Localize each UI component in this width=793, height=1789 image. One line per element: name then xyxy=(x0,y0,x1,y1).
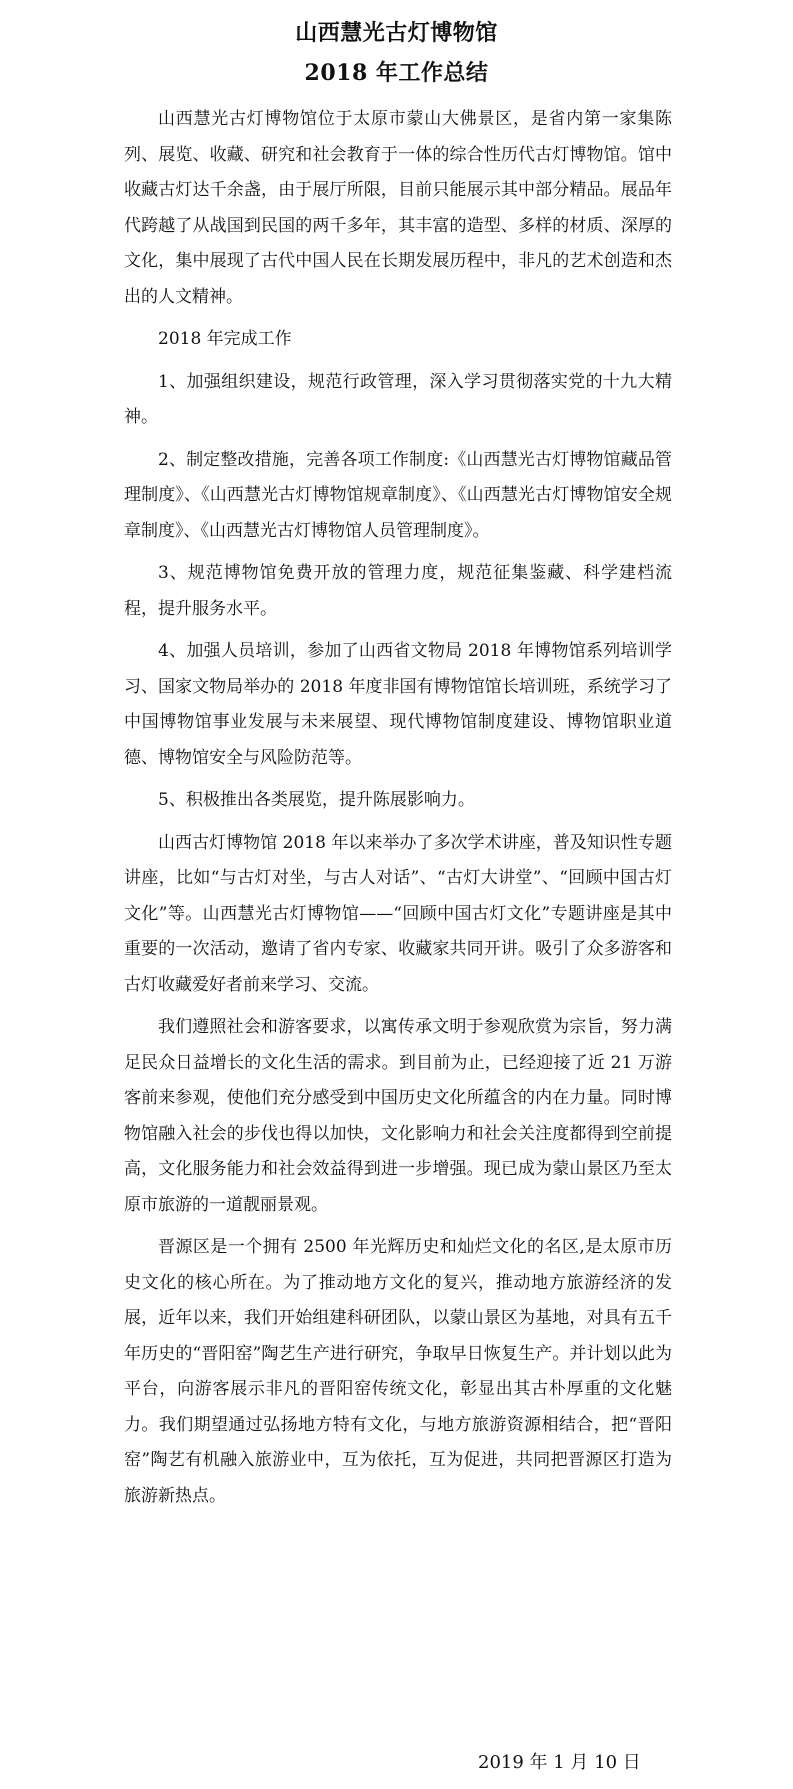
intro-paragraph: 山西慧光古灯博物馆位于太原市蒙山大佛景区，是省内第一家集陈列、展览、收藏、研究和社会教育于一体的综合性历代古灯博物馆。馆中收藏古灯达千余盏，由于展厅所限，目前只能展示其中部分精品。展品年代跨越了从战国到民国的两千多年，其丰富的造型、多样的材质、深厚的文化，集中展现了古代中国人民在长期发展历程中，非凡的艺术创造和杰出的人文精神。 xyxy=(124,109,672,307)
work-item-1: 1、加强组织建设，规范行政管理，深入学习贯彻落实党的十九大精神。 xyxy=(124,371,672,427)
lectures-paragraph: 山西古灯博物馆 2018 年以来举办了多次学术讲座，普及知识性专题讲座，比如“与古灯对坐，与古人对话”、“古灯大讲堂”、“回顾中国古灯文化”等。山西慧光古灯博物馆——“回顾中国古灯文化”专题讲座是其中重要的一次活动，邀请了省内专家、收藏家共同开讲。吸引了众多游客和古灯收藏爱好者前来学习、交流。 xyxy=(124,832,672,995)
document-date: 2019 年 1 月 10 日 xyxy=(478,1752,641,1773)
visitors-paragraph: 我们遵照社会和游客要求，以寓传承文明于参观欣赏为宗旨，努力满足民众日益增长的文化生活的需求。到目前为止，已经迎接了近 21 万游客前来参观，使他们充分感受到中国历史文化所蕴含的内在力量。同时博物馆融入社会的步伐也得以加快，文化影响力和社会关注度都得到空前提高，文化服务能力和社会效益得到进一步增强。现已成为蒙山景区乃至太原市旅游的一道靓丽景观。 xyxy=(124,1017,672,1215)
work-item-4: 4、加强人员培训，参加了山西省文物局 2018 年博物馆系列培训学习、国家文物局举办的 2018 年度非国有博物馆馆长培训班，系统学习了中国博物馆事业发展与未来展望、现代博物馆制度建设、博物馆职业道德、博物馆安全与风险防范等。 xyxy=(124,641,672,768)
document-body xyxy=(124,102,672,1521)
work-item-3: 3、规范博物馆免费开放的管理力度，规范征集鉴藏、科学建档流程，提升服务水平。 xyxy=(124,563,672,619)
work-item-2: 2、制定整改措施，完善各项工作制度:《山西慧光古灯博物馆藏品管理制度》、《山西慧光古灯博物馆规章制度》、《山西慧光古灯博物馆安全规章制度》、《山西慧光古灯博物馆人员管理制度》。 xyxy=(124,449,672,541)
section-heading: 2018 年完成工作 xyxy=(158,329,292,349)
jinyuan-paragraph: 晋源区是一个拥有 2500 年光辉历史和灿烂文化的名区,是太原市历史文化的核心所在。为了推动地方文化的复兴，推动地方旅游经济的发展，近年以来，我们开始组建科研团队，以蒙山景区为基地，对具有五千年历史的“晋阳窑”陶艺生产进行研究，争取早日恢复生产。并计划以此为平台，向游客展示非凡的晋阳窑传统文化，彰显出其古朴厚重的文化魅力。我们期望通过弘扬地方特有文化，与地方旅游资源相结合，把“晋阳窑”陶艺有机融入旅游业中，互为依托，互为促进，共同把晋源区打造为旅游新热点。 xyxy=(124,1237,672,1506)
work-item-5: 5、积极推出各类展览，提升陈展影响力。 xyxy=(158,790,475,810)
document-title: 山西慧光古灯博物馆 xyxy=(295,20,498,46)
document-subtitle: 2018 年工作总结 xyxy=(304,60,489,86)
